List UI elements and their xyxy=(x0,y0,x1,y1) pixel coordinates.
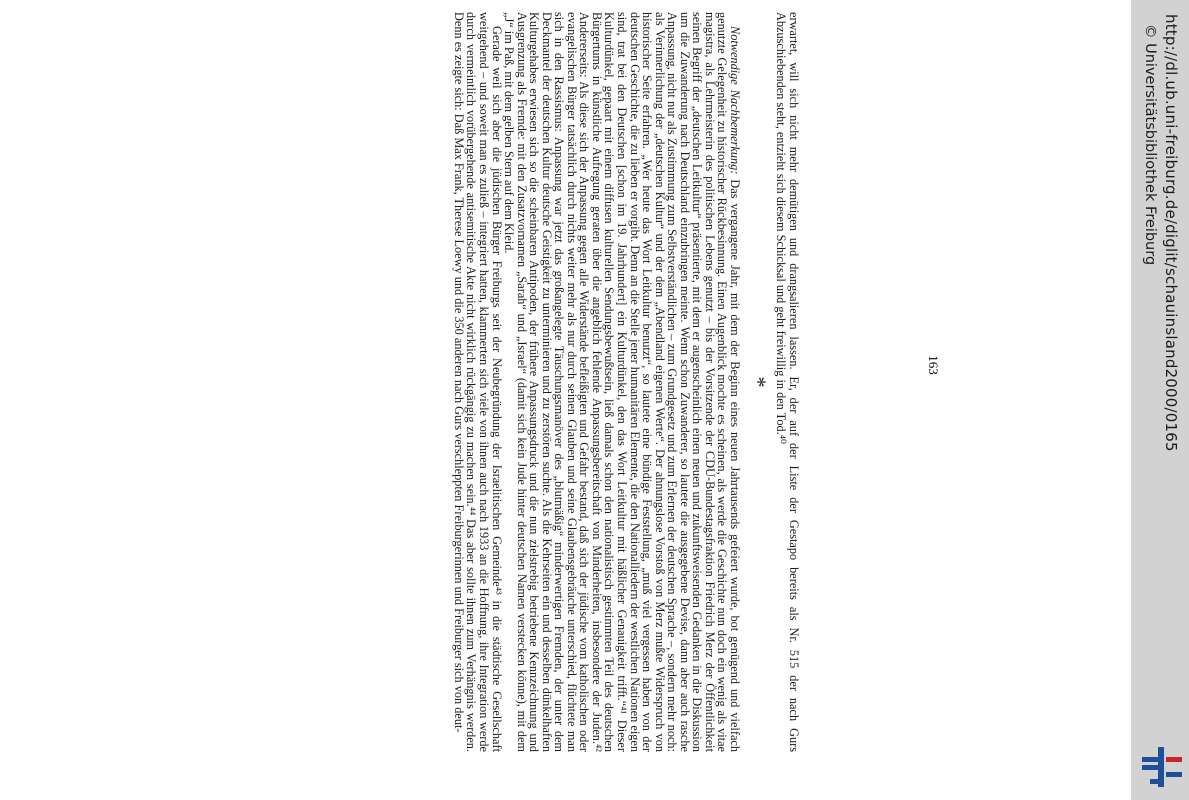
copyright-notice: © Universitätsbibliothek Freiburg xyxy=(1142,24,1158,266)
paragraph-continuation: erwartet, will sich nicht mehr demütigen und drangsalieren lassen. Er, der auf der Liste der Gestapo bereits als Nr. 515 der nach Gurs Abzuschiebenden steht, entzieht sich diesem Schicksal und geht freiwillig in den Tod.⁴⁰ xyxy=(774,12,801,752)
ub-freiburg-logo-icon xyxy=(1140,745,1184,789)
paragraph-gerade-weil: Gerade weil sich aber die jüdischen Bürger Freiburgs seit der Neubegründung der Israelitischen Gemeinde⁴³ in die städtische Gesellschaft weitgehend – und soweit man es zuließ – integriert hatten, klammerten sich viele von ihnen auch nach 1933 an die Hoffnung, ihre Integration werde durch vermeintlich vorübergehende antisemitische Akte nicht wirklich rückgängig zu machen sein.⁴⁴ Das aber sollte ihnen zum Verhängnis werden. Denn es zeigte sich: Daß Max Frank, Therese Loewy und die 350 anderen nach Gurs verschleppten Freiburgerinnen und Freiburger sich von deut- xyxy=(451,12,504,752)
section-separator: * xyxy=(745,376,771,388)
page-text-block xyxy=(196,12,938,752)
section-heading: Notwendige Nachbemerkung: xyxy=(727,26,742,175)
viewer-sidebar xyxy=(1131,0,1189,800)
source-url-link[interactable]: http://dl.ub.uni-freiburg.de/diglit/schauinsland2000/0165 xyxy=(1162,14,1180,452)
page-number: 163 xyxy=(926,355,941,375)
paragraph-body: Das vergangene Jahr, mit dem der Beginn eines neuen Jahrtausends gefeiert wurde, bot genügend und vielfach genutzte Gelegenheit zu historischer Rückbesinnung. Einen Augenblick mochte es scheinen, als werde die Geschichte nun doch ein wenig als vitae magistra, als Lehrmeisterin des politischen Lebens genutzt – bis der Vorsitzende der CDU-Bundestagsfraktion Friedrich Merz der Öffentlichkeit seinen Begriff der „deutschen Leitkultur“ präsentierte, mit dem er augenscheinlich einen neuen und zukunftsweisenden Gedanken in die Diskussion um die Zuwanderung nach Deutschland einzubringen meinte. Wenn schon Zuwanderer, so lautete die ausgegebene Devise, dann aber auch rasche Anpassung, nicht nur als Zustimmung zum Selbstverständlichen – zum Grundgesetz und zum Erlernen der deutschen Sprache –, sondern mehr noch: als Verinnerlichung der „deutschen Kultur“ und der dem „Abendland eigenen Werte“. Der ahnungslose Vorstoß von Merz mußte Widerspruch von historischer Seite erfahren. „Wer heute das Wort Leitkultur benutzt“, so lautete eine bündige Feststellung, „muß viel vergessen haben von der deutschen Geschichte, die zu lieben er vorgibt. Denn an die Stelle jener humanitären Elemente, die den Nationalliedern der westlichen Nationen eigen sind, trat bei den Deutschen [schon im 19. Jahrhundert] ein Kulturdünkel, den das Wort Leitkultur mit häßlicher Genauigkeit trifft.“⁴¹ Dieser Kulturdünkel, gepaart mit einem diffusen kulturellen Sendungsbewußtsein, ließ damals schon den nationalistisch gestimmten Teil des deutschen Bürgertums in künstliche Aufregung geraten über die angeblich fehlende Anpassungsbereitschaft von Minderheiten, insbesondere der Juden.⁴² Andererseits: Als diese sich der Anpassung gegen alle Widerstände befleißigten und Gefahr bestand, daß sich der jüdische vom katholischen oder evangelischen Bürger tatsächlich durch nichts weiter mehr als nur durch seinen Glauben und seine Glaubensgebräuche unterschied, flüchtete man sich in den Rassismus: Anpassung war jetzt das großangelegte Täuschungsmanöver des „blutmäßig“ minderwertigen Fremden, der unter dem Deckmantel der deutschen Kultur deutsche Geistigkeit zu unterminieren und zu zerstören suchte. Als die Kehrseiten ein und desselben dünkelhaften Kulturgehabes erwiesen sich so die scheinbaren Antipoden, der frühere Anpassungsdruck und die nun zielstrebig betriebene Kennzeichnung und Ausgrenzung als Fremde: mit den Zusatzvornamen „Sarah“ und „Israel“ (damit sich kein Jude hinter deutschen Namen verstecken könne), mit dem „J“ im Paß, mit dem gelben Stern auf dem Kleid. xyxy=(502,12,742,753)
sidebar-text-rotated xyxy=(1131,0,1189,800)
paragraph-nachbemerkung xyxy=(503,12,741,752)
